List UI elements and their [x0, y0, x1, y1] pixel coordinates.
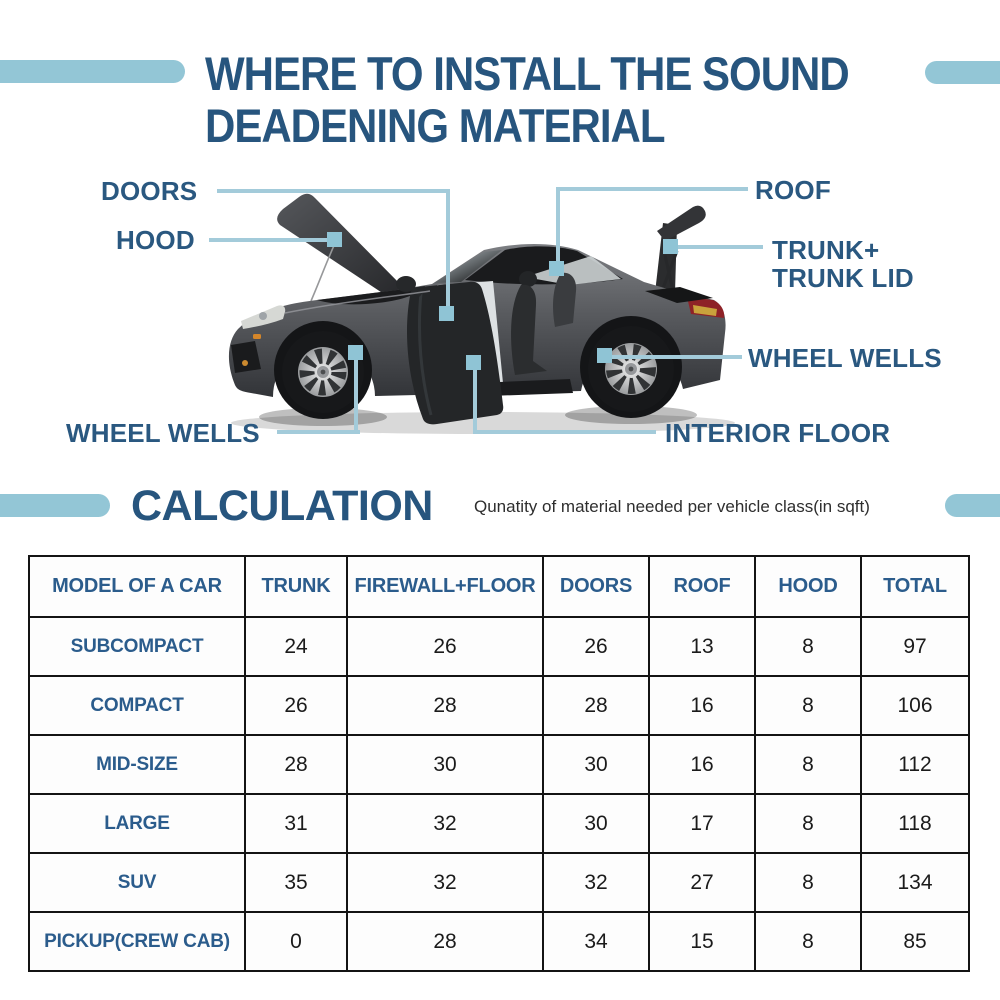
column-header-model: MODEL OF A CAR — [29, 556, 245, 617]
callout-line-doors-v — [446, 189, 450, 309]
table-cell: 28 — [543, 676, 649, 735]
table-row-pickup — [29, 912, 969, 971]
accent-bar-title-right — [925, 61, 1000, 84]
calculation-heading: CALCULATION — [131, 482, 433, 530]
label-trunk-line2: TRUNK LID — [772, 263, 914, 293]
table-cell: 8 — [755, 794, 861, 853]
table-cell: 32 — [347, 853, 543, 912]
callout-line-interior-floor-v — [473, 368, 477, 434]
table-cell: 26 — [245, 676, 347, 735]
table-cell: 32 — [543, 853, 649, 912]
table-cell: 30 — [543, 735, 649, 794]
label-trunk-line1: TRUNK+ — [772, 235, 880, 265]
table-cell: 0 — [245, 912, 347, 971]
callout-line-roof-h — [556, 187, 748, 191]
table-cell: 16 — [649, 735, 755, 794]
table-cell: 26 — [347, 617, 543, 676]
column-header-total: TOTAL — [861, 556, 969, 617]
car-illustration — [225, 193, 755, 445]
table-header-row — [29, 556, 969, 617]
table-cell: 30 — [543, 794, 649, 853]
table-cell: 8 — [755, 676, 861, 735]
table-cell: 134 — [861, 853, 969, 912]
page-title-line1: WHERE TO INSTALL THE SOUND — [205, 46, 849, 100]
label-interior-floor: INTERIOR FLOOR — [665, 418, 891, 448]
front-wheel — [282, 331, 364, 413]
table-row-subcompact — [29, 617, 969, 676]
table-cell: 8 — [755, 617, 861, 676]
table-cell: 8 — [755, 735, 861, 794]
callout-line-roof-v — [556, 187, 560, 263]
material-quantity-table — [28, 555, 970, 972]
table-cell: 118 — [861, 794, 969, 853]
table-cell: 112 — [861, 735, 969, 794]
row-label: LARGE — [29, 794, 245, 853]
table-cell: 27 — [649, 853, 755, 912]
accent-bar-calc-right — [945, 494, 1000, 517]
column-header-roof: ROOF — [649, 556, 755, 617]
table-row-suv — [29, 853, 969, 912]
table-cell: 28 — [245, 735, 347, 794]
table-cell: 26 — [543, 617, 649, 676]
table-cell: 31 — [245, 794, 347, 853]
row-label: SUBCOMPACT — [29, 617, 245, 676]
callout-marker-wheel-wells-right — [597, 348, 612, 363]
page-title — [205, 48, 849, 152]
table-cell: 16 — [649, 676, 755, 735]
callout-line-trunk-h — [677, 245, 763, 249]
callout-marker-roof — [549, 261, 564, 276]
front-marker-light — [253, 334, 261, 339]
table-cell: 28 — [347, 676, 543, 735]
table-cell: 24 — [245, 617, 347, 676]
table-cell: 30 — [347, 735, 543, 794]
label-wheel-wells-left: WHEEL WELLS — [66, 418, 260, 448]
table-cell: 97 — [861, 617, 969, 676]
callout-line-wheel-wells-right-h — [611, 355, 742, 359]
fog-light — [242, 360, 248, 366]
table-row-large — [29, 794, 969, 853]
table-cell: 34 — [543, 912, 649, 971]
accent-bar-title-left — [0, 60, 185, 83]
column-header-firewall-floor: FIREWALL+FLOOR — [347, 556, 543, 617]
label-wheel-wells-right: WHEEL WELLS — [748, 343, 942, 373]
table-cell: 28 — [347, 912, 543, 971]
callout-line-wheel-wells-left-h — [277, 430, 360, 434]
rear-wheel — [588, 326, 674, 412]
label-trunk — [772, 236, 914, 292]
callout-marker-hood — [327, 232, 342, 247]
label-doors: DOORS — [101, 176, 198, 206]
row-label: PICKUP(CREW CAB) — [29, 912, 245, 971]
label-roof: ROOF — [755, 175, 831, 205]
column-header-hood: HOOD — [755, 556, 861, 617]
callout-marker-interior-floor — [466, 355, 481, 370]
table-cell: 85 — [861, 912, 969, 971]
table-cell: 32 — [347, 794, 543, 853]
table-cell: 15 — [649, 912, 755, 971]
page-title-line2: DEADENING MATERIAL — [205, 98, 665, 152]
car-hood-open — [277, 194, 404, 301]
label-hood: HOOD — [116, 225, 195, 255]
table-row-mid-size — [29, 735, 969, 794]
callout-marker-doors — [439, 306, 454, 321]
table-cell: 17 — [649, 794, 755, 853]
table-cell: 13 — [649, 617, 755, 676]
callout-line-hood-h — [209, 238, 331, 242]
table-row-compact — [29, 676, 969, 735]
column-header-trunk: TRUNK — [245, 556, 347, 617]
row-label: COMPACT — [29, 676, 245, 735]
callout-marker-wheel-wells-left — [348, 345, 363, 360]
table-cell: 35 — [245, 853, 347, 912]
callout-line-doors-h — [217, 189, 450, 193]
column-header-doors: DOORS — [543, 556, 649, 617]
table-cell: 106 — [861, 676, 969, 735]
callout-line-wheel-wells-left-v — [354, 358, 358, 434]
table-cell: 8 — [755, 912, 861, 971]
accent-bar-calc-left — [0, 494, 110, 517]
row-label: MID-SIZE — [29, 735, 245, 794]
callout-marker-trunk — [663, 239, 678, 254]
callout-line-interior-floor-h — [473, 430, 656, 434]
calculation-subtitle: Qunatity of material needed per vehicle class(in sqft) — [474, 497, 870, 516]
row-label: SUV — [29, 853, 245, 912]
table-cell: 8 — [755, 853, 861, 912]
